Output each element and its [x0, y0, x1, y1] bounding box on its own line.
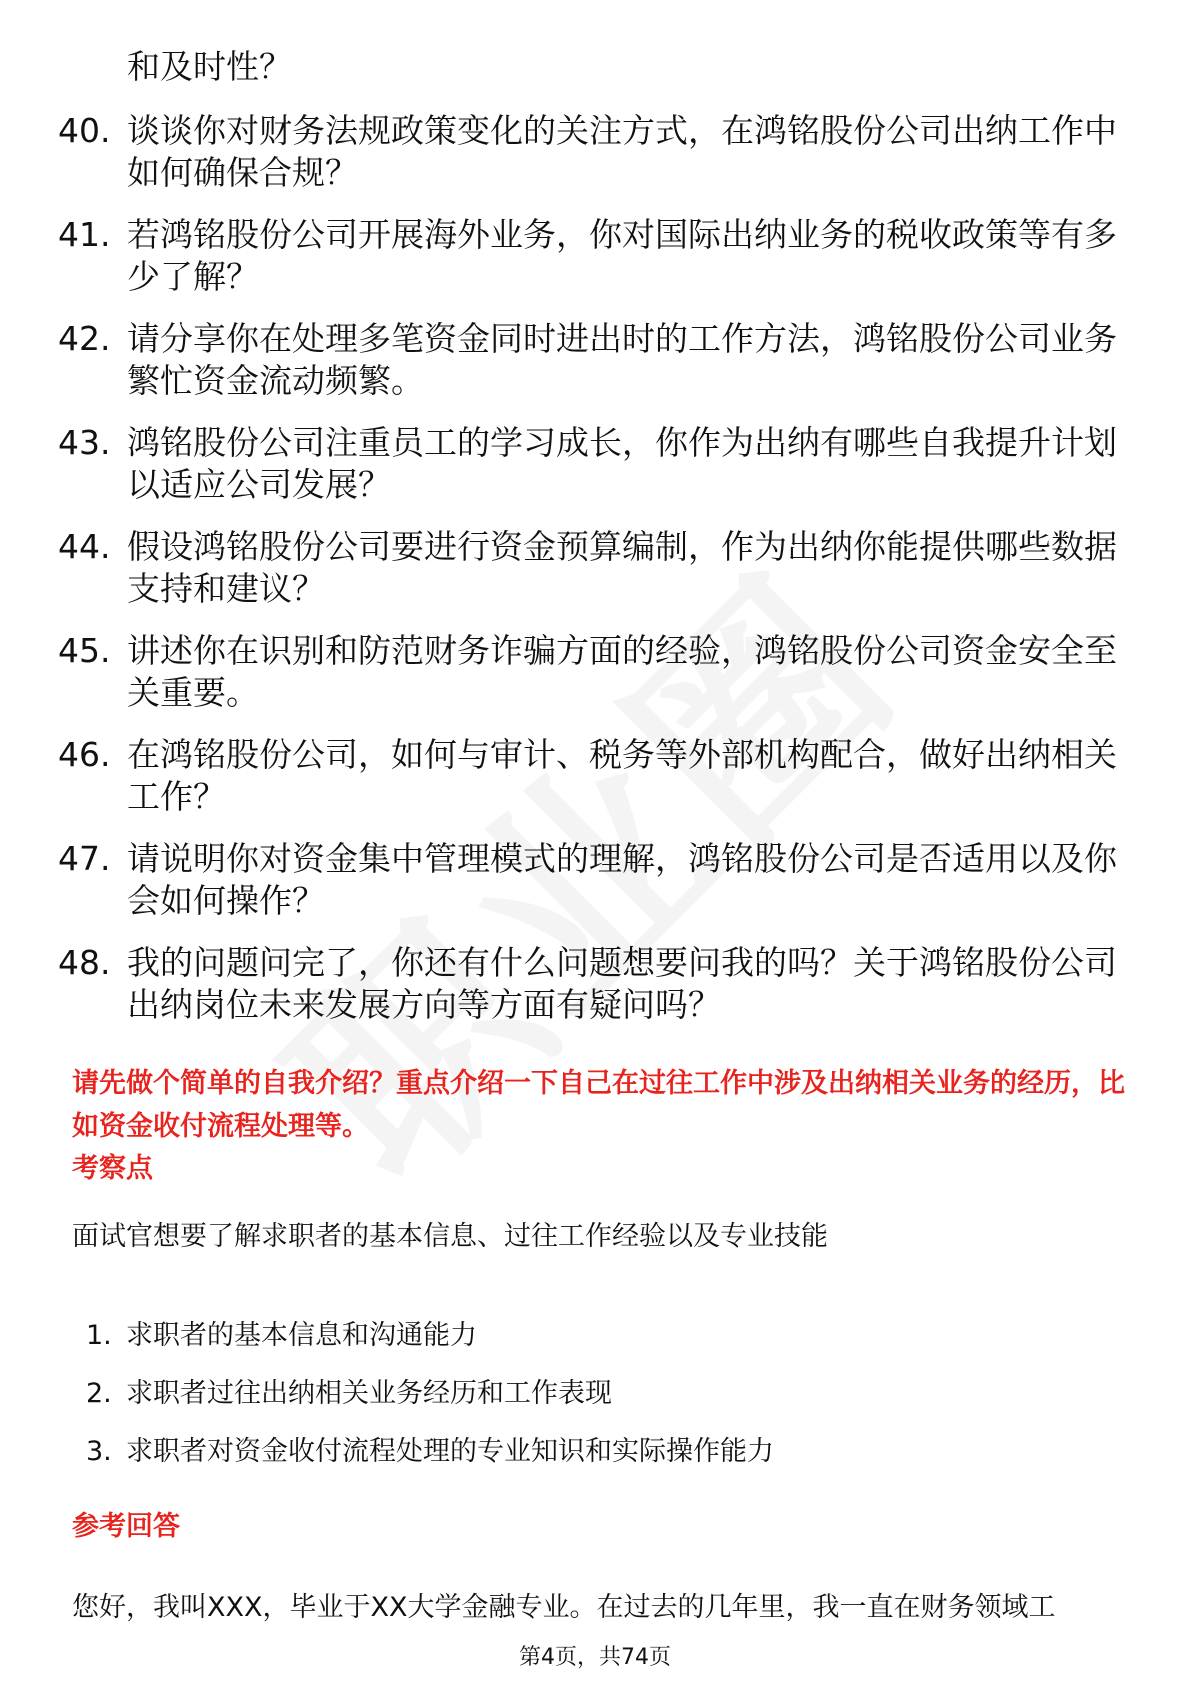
kaochadian-intro: 面试官想要了解求职者的基本信息、过往工作经验以及专业技能 — [72, 1221, 828, 1252]
item-number: 46. — [58, 735, 111, 774]
item-text: 求职者的基本信息和沟通能力 — [126, 1320, 477, 1351]
list-item — [86, 1434, 774, 1492]
continuation-text: 和及时性？ — [127, 47, 292, 86]
kaochadian-heading: 考察点 — [72, 1153, 153, 1184]
item-text: 鸿铭股份公司注重员工的学习成长，你作为出纳有哪些自我提升计划以适应公司发展？ — [127, 423, 1117, 504]
item-number: 41. — [58, 215, 111, 254]
question-list — [58, 110, 1118, 1046]
answer-text: 您好，我叫XXX，毕业于XX大学金融专业。在过去的几年里，我一直在财务领域工 — [72, 1592, 1056, 1623]
list-item — [86, 1318, 774, 1376]
point-list — [86, 1318, 774, 1492]
list-item — [58, 838, 1118, 922]
item-number: 44. — [58, 527, 111, 566]
list-item — [58, 110, 1118, 194]
item-number: 43. — [58, 423, 111, 462]
item-text: 谈谈你对财务法规政策变化的关注方式，在鸿铭股份公司出纳工作中如何确保合规？ — [127, 111, 1117, 192]
item-text: 我的问题问完了，你还有什么问题想要问我的吗？关于鸿铭股份公司出纳岗位未来发展方向等方面有疑问吗？ — [127, 943, 1117, 1024]
item-text: 求职者对资金收付流程处理的专业知识和实际操作能力 — [126, 1436, 774, 1467]
item-number: 47. — [58, 839, 111, 878]
featured-question: 请先做个简单的自我介绍？重点介绍一下自己在过往工作中涉及出纳相关业务的经历，比如资金收付流程处理等。 — [72, 1068, 1125, 1142]
list-item — [58, 214, 1118, 298]
item-number: 40. — [58, 111, 111, 150]
list-item — [58, 734, 1118, 818]
item-text: 讲述你在识别和防范财务诈骗方面的经验，鸿铭股份公司资金安全至关重要。 — [127, 631, 1117, 712]
item-text: 请分享你在处理多笔资金同时进出时的工作方法，鸿铭股份公司业务繁忙资金流动频繁。 — [127, 319, 1117, 400]
item-text: 请说明你对资金集中管理模式的理解，鸿铭股份公司是否适用以及你会如何操作？ — [127, 839, 1117, 920]
list-item — [86, 1376, 774, 1434]
item-number: 45. — [58, 631, 111, 670]
list-item — [58, 318, 1118, 402]
item-number: 2. — [86, 1378, 112, 1409]
item-text: 若鸿铭股份公司开展海外业务，你对国际出纳业务的税收政策等有多少了解？ — [127, 215, 1117, 296]
page-footer: 第4页，共74页 — [519, 1645, 671, 1670]
item-number: 1. — [86, 1320, 112, 1351]
item-number: 48. — [58, 943, 111, 982]
list-item — [58, 526, 1118, 610]
list-item — [58, 630, 1118, 714]
item-text: 求职者过往出纳相关业务经历和工作表现 — [126, 1378, 612, 1409]
item-text: 在鸿铭股份公司，如何与审计、税务等外部机构配合，做好出纳相关工作？ — [127, 735, 1117, 816]
list-item — [58, 942, 1118, 1026]
answer-heading: 参考回答 — [72, 1511, 180, 1542]
list-item — [58, 422, 1118, 506]
item-number: 42. — [58, 319, 111, 358]
item-number: 3. — [86, 1436, 112, 1467]
item-text: 假设鸿铭股份公司要进行资金预算编制，作为出纳你能提供哪些数据支持和建议？ — [127, 527, 1117, 608]
